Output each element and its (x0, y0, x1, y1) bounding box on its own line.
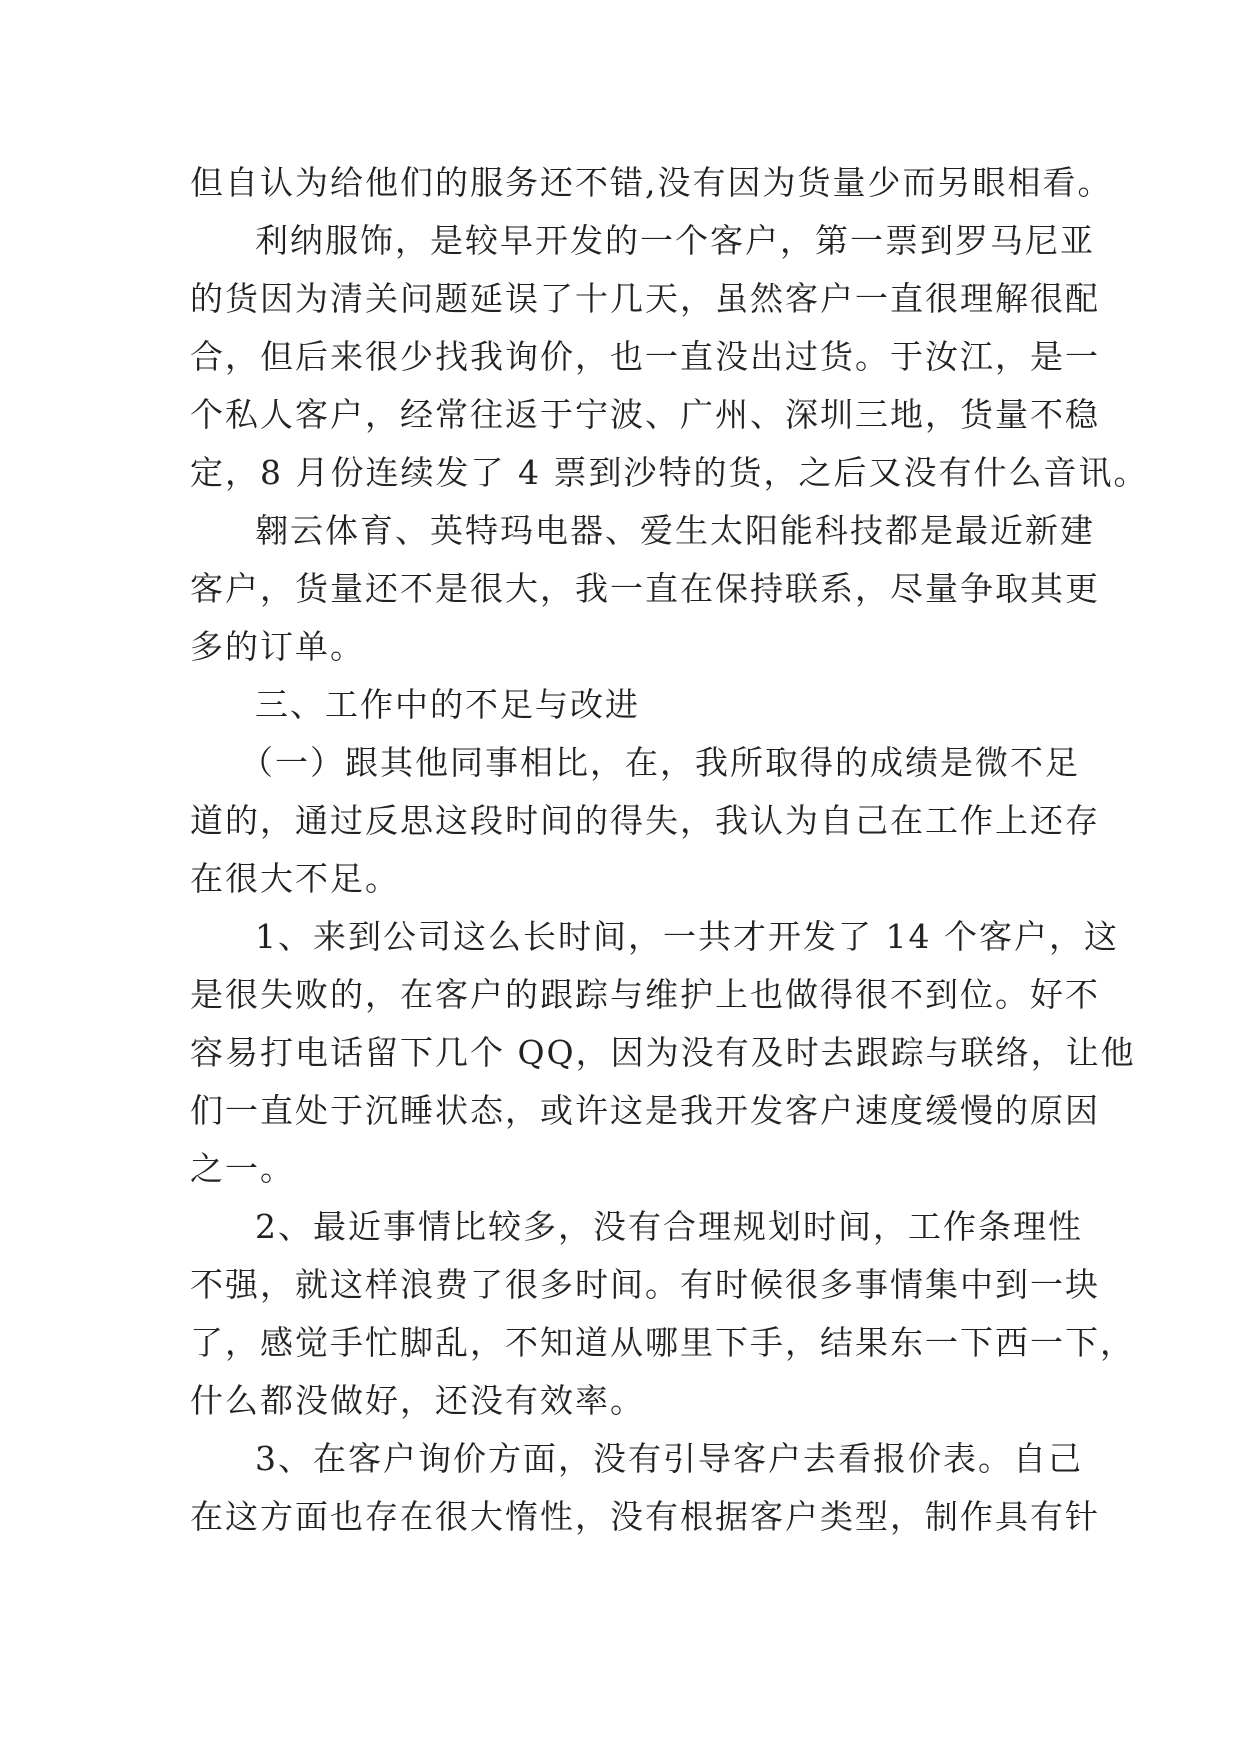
text-line: 1、来到公司这么长时间，一共才开发了 14 个客户，这 (255, 917, 1119, 956)
text-line: （一）跟其他同事相比，在，我所取得的成绩是微不足 (240, 743, 1080, 782)
text-line: 什么都没做好，还没有效率。 (190, 1381, 645, 1420)
text-line: 是很失败的，在客户的跟踪与维护上也做得很不到位。好不 (190, 975, 1100, 1014)
text-line: 定，8 月份连续发了 4 票到沙特的货，之后又没有什么音讯。 (190, 453, 1149, 492)
text-line: 容易打电话留下几个 QQ，因为没有及时去跟踪与联络，让他 (190, 1033, 1136, 1072)
text-line: 3、在客户询价方面，没有引导客户去看报价表。自己 (255, 1439, 1083, 1478)
section-heading: 三、工作中的不足与改进 (255, 685, 640, 724)
text-line: 客户，货量还不是很大，我一直在保持联系，尽量争取其更 (190, 569, 1100, 608)
text-line: 不强，就这样浪费了很多时间。有时候很多事情集中到一块 (190, 1265, 1100, 1304)
text-line: 了，感觉手忙脚乱，不知道从哪里下手，结果东一下西一下， (190, 1323, 1135, 1362)
text-line: 在很大不足。 (190, 859, 400, 898)
text-line: 个私人客户，经常往返于宁波、广州、深圳三地，货量不稳 (190, 395, 1100, 434)
text-line: 利纳服饰，是较早开发的一个客户，第一票到罗马尼亚 (255, 221, 1095, 260)
text-line: 合，但后来很少找我询价，也一直没出过货。于汝江，是一 (190, 337, 1100, 376)
text-line: 2、最近事情比较多，没有合理规划时间，工作条理性 (255, 1207, 1083, 1246)
text-line: 之一。 (190, 1149, 295, 1188)
text-line: 道的，通过反思这段时间的得失，我认为自己在工作上还存 (190, 801, 1100, 840)
text-line: 翱云体育、英特玛电器、爱生太阳能科技都是最近新建 (255, 511, 1095, 550)
text-line: 们一直处于沉睡状态，或许这是我开发客户速度缓慢的原因 (190, 1091, 1100, 1130)
text-line: 多的订单。 (190, 627, 365, 666)
text-line: 的货因为清关问题延误了十几天，虽然客户一直很理解很配 (190, 279, 1100, 318)
text-line: 但自认为给他们的服务还不错,没有因为货量少而另眼相看。 (190, 163, 1113, 202)
text-line: 在这方面也存在很大惰性，没有根据客户类型，制作具有针 (190, 1497, 1100, 1536)
